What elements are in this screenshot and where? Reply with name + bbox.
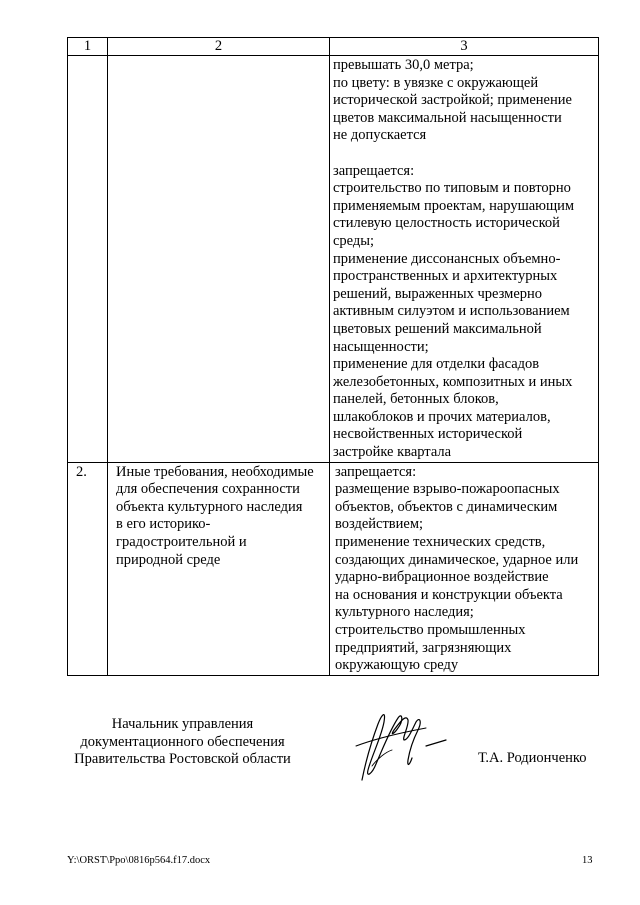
page-number: 13 — [582, 855, 593, 866]
text-line: культурного наследия; — [335, 604, 474, 621]
text-line: для обеспечения сохранности — [116, 481, 300, 498]
text-line: документационного обеспечения — [80, 733, 285, 750]
text-line: в его историко- — [116, 516, 211, 533]
text-line: пространственных и архитектурных — [333, 268, 558, 285]
text-line: природной среде — [116, 551, 221, 568]
text-line: цветовых решений максимальной — [333, 320, 542, 337]
handwritten-signature — [342, 700, 452, 790]
column-header-3: 3 — [330, 38, 599, 56]
signatory-name: Т.А. Родионченко — [478, 750, 587, 766]
text-line: стилевую целостность исторической — [333, 215, 560, 232]
signatory-position — [60, 716, 305, 769]
row-number-cell: 2. — [68, 462, 108, 675]
table-row — [68, 462, 599, 675]
column-header-2: 2 — [108, 38, 330, 56]
text-line: запрещается: — [335, 463, 417, 480]
text-line: Правительства Ростовской области — [74, 751, 291, 767]
text-line: исторической застройкой; применение — [333, 92, 572, 109]
text-line: объекта культурного наследия — [116, 498, 303, 515]
requirement-cell — [108, 462, 330, 675]
text-line: создающих динамическое, ударное или — [335, 551, 579, 568]
text-line: объектов, объектов с динамическим — [335, 498, 558, 515]
text-line: Начальник управления — [111, 716, 254, 732]
text-line: шлакоблоков и прочих материалов, — [333, 408, 551, 425]
text-line: строительство промышленных — [335, 622, 526, 638]
text-line: на основания и конструкции объекта — [335, 586, 563, 603]
column-header-1: 1 — [68, 38, 108, 56]
text-line: застройке квартала — [333, 444, 452, 461]
text-line: предприятий, загрязняющих — [335, 639, 512, 656]
table-header-row — [68, 38, 599, 56]
text-line: среды; — [333, 232, 375, 249]
text-line: размещение взрыво-пожароопасных — [335, 481, 560, 498]
text-line: применение для отделки фасадов — [333, 356, 540, 373]
text-line: строительство по типовым и повторно — [333, 180, 571, 197]
text-line: не допускается — [333, 127, 427, 144]
text-line: применение технических средств, — [335, 534, 546, 551]
requirement-cell — [108, 56, 330, 463]
text-line — [333, 145, 595, 163]
details-cell — [330, 56, 599, 463]
text-line: активным силуэтом и использованием — [333, 303, 570, 320]
requirements-table — [67, 37, 599, 676]
text-line: превышать 30,0 метра; — [333, 57, 474, 73]
text-line: применение диссонансных объемно- — [333, 250, 561, 267]
text-line: по цвету: в увязке с окружающей — [333, 74, 539, 91]
details-cell — [330, 462, 599, 675]
text-line: несвойственных исторической — [333, 426, 523, 443]
row-number-cell — [68, 56, 108, 463]
text-line: градостроительной и — [116, 534, 247, 551]
footer-file-path: Y:\ORST\Ppo\0816p564.f17.docx — [67, 855, 211, 866]
text-line: запрещается: — [333, 162, 415, 179]
text-line: насыщенности; — [333, 338, 429, 355]
text-line: решений, выраженных чрезмерно — [333, 285, 543, 302]
text-line: железобетонных, композитных и иных — [333, 373, 573, 390]
text-line: цветов максимальной насыщенности — [333, 109, 562, 126]
text-line: панелей, бетонных блоков, — [333, 391, 499, 408]
text-line: ударно-вибрационное воздействие — [335, 569, 549, 586]
text-line: окружающую среду — [335, 657, 459, 674]
text-line: применяемым проектам, нарушающим — [333, 197, 575, 214]
table-row — [68, 56, 599, 463]
text-line: воздействием; — [335, 516, 424, 533]
text-line: Иные требования, необходимые — [116, 463, 314, 480]
